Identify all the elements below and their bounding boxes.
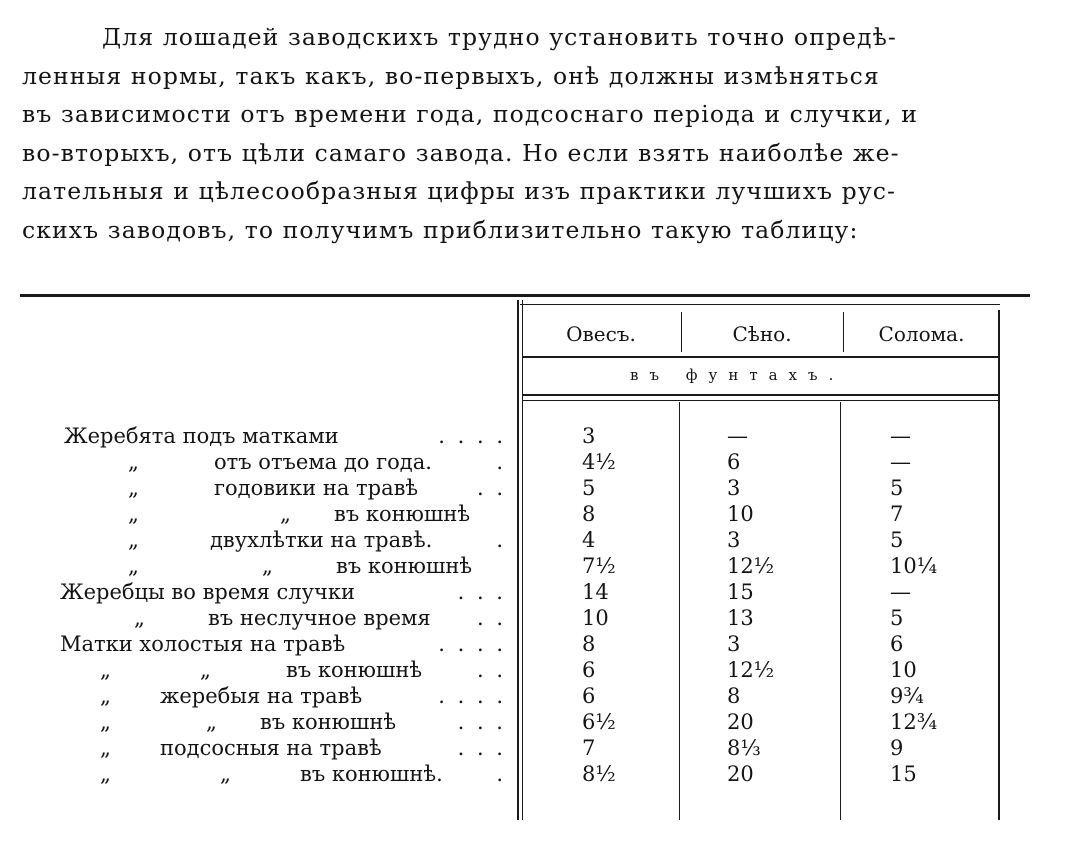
cell-hay: 15	[727, 580, 754, 604]
paragraph-line: Для лошадей заводскихъ трудно установить точно опредѣ-	[102, 23, 897, 51]
row-label: въ конюшнѣ	[334, 502, 471, 526]
cell-hay: 12½	[727, 554, 775, 578]
ditto-mark: „	[128, 450, 139, 474]
cell-oats: 6½	[582, 710, 616, 734]
cell-straw: 5	[890, 606, 904, 630]
row-label: въ конюшнѣ	[336, 554, 473, 578]
cell-straw: 10	[890, 658, 917, 682]
ditto-mark: „	[100, 736, 111, 760]
row-label: Жеребята подъ матками	[64, 424, 339, 448]
leader-dots: . .	[476, 476, 506, 500]
leader-dots: . . . .	[438, 684, 506, 708]
paragraph-line: въ зависимости отъ времени года, подсоснаго періода и случки, и	[22, 100, 918, 129]
cell-oats: 8	[582, 502, 596, 526]
row-label: двухлѣтки на травѣ.	[210, 528, 433, 552]
ditto-mark: „	[128, 554, 139, 578]
cell-straw: —	[890, 450, 911, 474]
cell-hay: 3	[727, 528, 741, 552]
table-row	[0, 709, 1080, 735]
cell-oats: 4½	[582, 450, 616, 474]
cell-hay: —	[727, 424, 748, 448]
cell-straw: —	[890, 424, 911, 448]
cell-hay: 8⅓	[727, 736, 761, 760]
ditto-mark: „	[100, 762, 111, 786]
row-label: въ конюшнѣ	[286, 658, 423, 682]
table-top-rule	[20, 294, 1030, 297]
cell-oats: 4	[582, 528, 596, 552]
cell-oats: 10	[582, 606, 609, 630]
cell-straw: 7	[890, 502, 904, 526]
unit-under-rule-thin	[522, 400, 998, 401]
table-row	[0, 449, 1080, 475]
cell-straw: 15	[890, 762, 917, 786]
leader-dots: . . .	[457, 710, 506, 734]
leader-dots: . . .	[457, 580, 506, 604]
ditto-mark: „	[134, 606, 145, 630]
cell-hay: 3	[727, 476, 741, 500]
leader-dots: . . . .	[438, 632, 506, 656]
cell-straw: 5	[890, 476, 904, 500]
ditto-mark: „	[128, 502, 139, 526]
table-top-rule-thin	[520, 304, 1000, 305]
intro-paragraph	[22, 18, 1032, 250]
cell-hay: 13	[727, 606, 754, 630]
cell-oats: 6	[582, 684, 596, 708]
table-row	[0, 631, 1080, 657]
leader-dots: .	[496, 762, 506, 786]
table-row	[0, 579, 1080, 605]
leader-dots: .	[496, 528, 506, 552]
paragraph-line: скихъ заводовъ, то получимъ приблизительно такую таблицу:	[22, 215, 859, 244]
cell-oats: 8½	[582, 762, 616, 786]
cell-oats: 3	[582, 424, 596, 448]
leader-dots: . . .	[457, 736, 506, 760]
ditto-mark: „	[280, 502, 291, 526]
paragraph-line: лательныя и цѣлесообразныя цифры изъ практики лучшихъ рус-	[22, 177, 897, 206]
cell-hay: 12½	[727, 658, 775, 682]
header-under-rule	[522, 356, 998, 358]
leader-dots: . .	[476, 658, 506, 682]
ditto-mark: „	[128, 528, 139, 552]
cell-straw: 6	[890, 632, 904, 656]
cell-straw: —	[890, 580, 911, 604]
table-row	[0, 475, 1080, 501]
cell-oats: 5	[582, 476, 596, 500]
table-row	[0, 553, 1080, 579]
table-row	[0, 657, 1080, 683]
table-row	[0, 423, 1080, 449]
unit-under-rule	[522, 394, 998, 396]
cell-hay: 3	[727, 632, 741, 656]
row-label: въ конюшнѣ.	[300, 762, 443, 786]
table-row	[0, 501, 1080, 527]
column-header-straw: Солома.	[878, 322, 965, 346]
row-label: Жеребцы во время случки	[60, 580, 355, 604]
paragraph-line: во-вторыхъ, отъ цѣли самаго завода. Но если взять наиболѣе же-	[22, 138, 900, 167]
ditto-mark: „	[206, 710, 217, 734]
column-header-oats: Овесъ.	[566, 322, 636, 346]
row-label: въ неслучное время	[208, 606, 431, 630]
leader-dots: . .	[476, 606, 506, 630]
ditto-mark: „	[220, 762, 231, 786]
ditto-mark: „	[200, 658, 211, 682]
cell-straw: 9	[890, 736, 904, 760]
paragraph-line: ленныя нормы, такъ какъ, во-первыхъ, онѣ должны измѣняться	[22, 61, 880, 90]
row-label: Матки холостыя на травѣ	[60, 632, 346, 656]
cell-straw: 12¾	[890, 710, 938, 734]
table-row	[0, 735, 1080, 761]
leader-dots: .	[496, 450, 506, 474]
table-row	[0, 683, 1080, 709]
ditto-mark: „	[128, 476, 139, 500]
column-header-hay: Сѣно.	[732, 322, 792, 346]
cell-hay: 20	[727, 762, 754, 786]
cell-hay: 8	[727, 684, 741, 708]
table-row	[0, 527, 1080, 553]
cell-oats: 8	[582, 632, 596, 656]
row-label: жеребыя на травѣ	[160, 684, 363, 708]
table-row	[0, 761, 1080, 787]
cell-oats: 7½	[582, 554, 616, 578]
cell-oats: 14	[582, 580, 609, 604]
table-row	[0, 605, 1080, 631]
cell-straw: 5	[890, 528, 904, 552]
hay-straw-divider-top	[843, 312, 844, 352]
cell-hay: 6	[727, 450, 741, 474]
row-label: подсосныя на травѣ	[160, 736, 382, 760]
row-label: въ конюшнѣ	[260, 710, 397, 734]
cell-oats: 7	[582, 736, 596, 760]
cell-straw: 10¼	[890, 554, 938, 578]
cell-hay: 20	[727, 710, 754, 734]
row-label: годовики на травѣ	[214, 476, 419, 500]
cell-oats: 6	[582, 658, 596, 682]
cell-straw: 9¾	[890, 684, 924, 708]
ditto-mark: „	[262, 554, 273, 578]
row-label: отъ отъема до года.	[214, 450, 432, 474]
leader-dots: . . . .	[438, 424, 506, 448]
unit-label: въ фунтахъ.	[630, 366, 845, 384]
ditto-mark: „	[100, 658, 111, 682]
cell-hay: 10	[727, 502, 754, 526]
ditto-mark: „	[100, 684, 111, 708]
ditto-mark: „	[100, 710, 111, 734]
